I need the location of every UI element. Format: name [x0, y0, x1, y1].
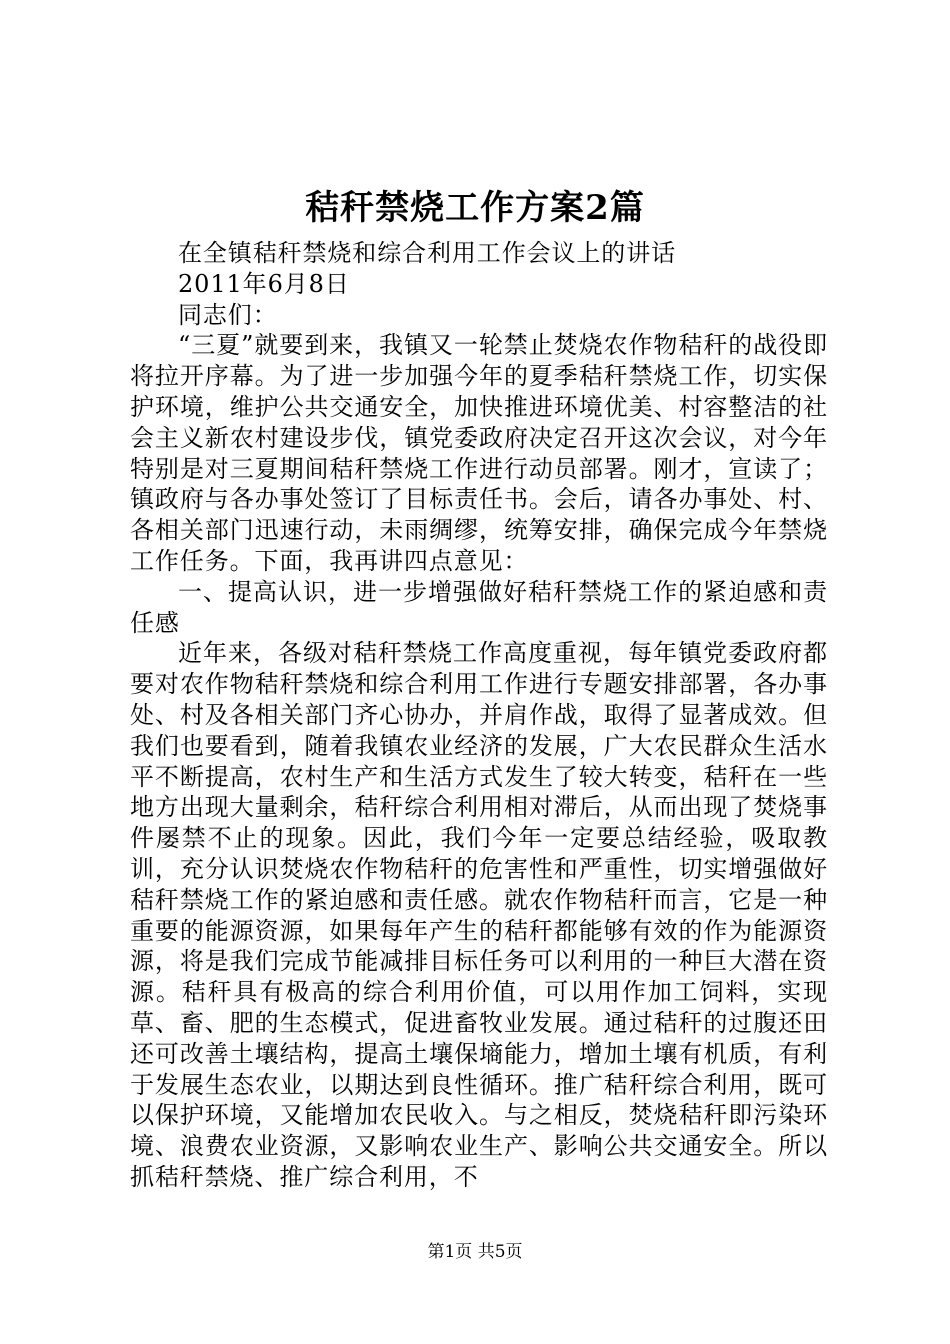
paragraph: 近年来，各级对秸秆禁烧工作高度重视，每年镇党委政府都要对农作物秸秆禁烧和综合利用工作进行专题安排部署，各办事处、村及各相关部门齐心协办，并肩作战，取得了显著成效。但我们也要看到，随着我镇农业经济的发展，广大农民群众生活水平不断提高，农村生产和生活方式发生了较大转变，秸秆在一些地方出现大量剩余，秸秆综合利用相对滞后，从而出现了焚烧事件屡禁不止的现象。因此，我们今年一定要总结经验，吸取教训，充分认识焚烧农作物秸秆的危害性和严重性，切实增强做好秸秆禁烧工作的紧迫感和责任感。就农作物秸秆而言，它是一种重要的能源资源，如果每年产生的秸秆都能够有效的作为能源资源，将是我们完成节能减排目标任务可以利用的一种巨大潜在资源。秸秆具有极高的综合利用价值，可以用作加工饲料，实现草、畜、肥的生态模式，促进畜牧业发展。通过秸秆的过腹还田还可改善土壤结构，提高土壤保墒能力，增加土壤有机质，有利于发展生态农业，以期达到良性循环。推广秸秆综合利用，既可以保护环境，又能增加农民收入。与之相反，焚烧秸秆即污染环境、浪费农业资源，又影响农业生产、影响公共交通安全。所以抓秸秆禁烧、推广综合利用，不: [130, 639, 828, 1191]
speech-subtitle: 在全镇秸秆禁烧和综合利用工作会议上的讲话: [178, 239, 676, 267]
document-body: [130, 238, 828, 1193]
speech-date: 2011年6月8日: [178, 269, 350, 298]
section-heading: 一、提高认识，进一步增强做好秸秆禁烧工作的紧迫感和责任感: [130, 577, 828, 637]
document-title: 秸秆禁烧工作方案2篇: [305, 188, 645, 228]
paragraph: “三夏”就要到来，我镇又一轮禁止焚烧农作物秸秆的战役即将拉开序幕。为了进一步加强今年的夏季秸秆禁烧工作，切实保护环境，维护公共交通安全，加快推进环境优美、村容整洁的社会主义新农村建设步伐，镇党委政府决定召开这次会议，对今年特别是对三夏期间秸秆禁烧工作进行动员部署。刚才，宣读了；镇政府与各办事处签订了目标责任书。会后，请各办事处、村、各相关部门迅速行动，未雨绸缪，统筹安排，确保完成今年禁烧工作任务。下面，我再讲四点意见：: [130, 331, 828, 575]
page-footer: 第1页 共5页: [427, 1242, 523, 1262]
salutation: 同志们：: [178, 300, 278, 329]
